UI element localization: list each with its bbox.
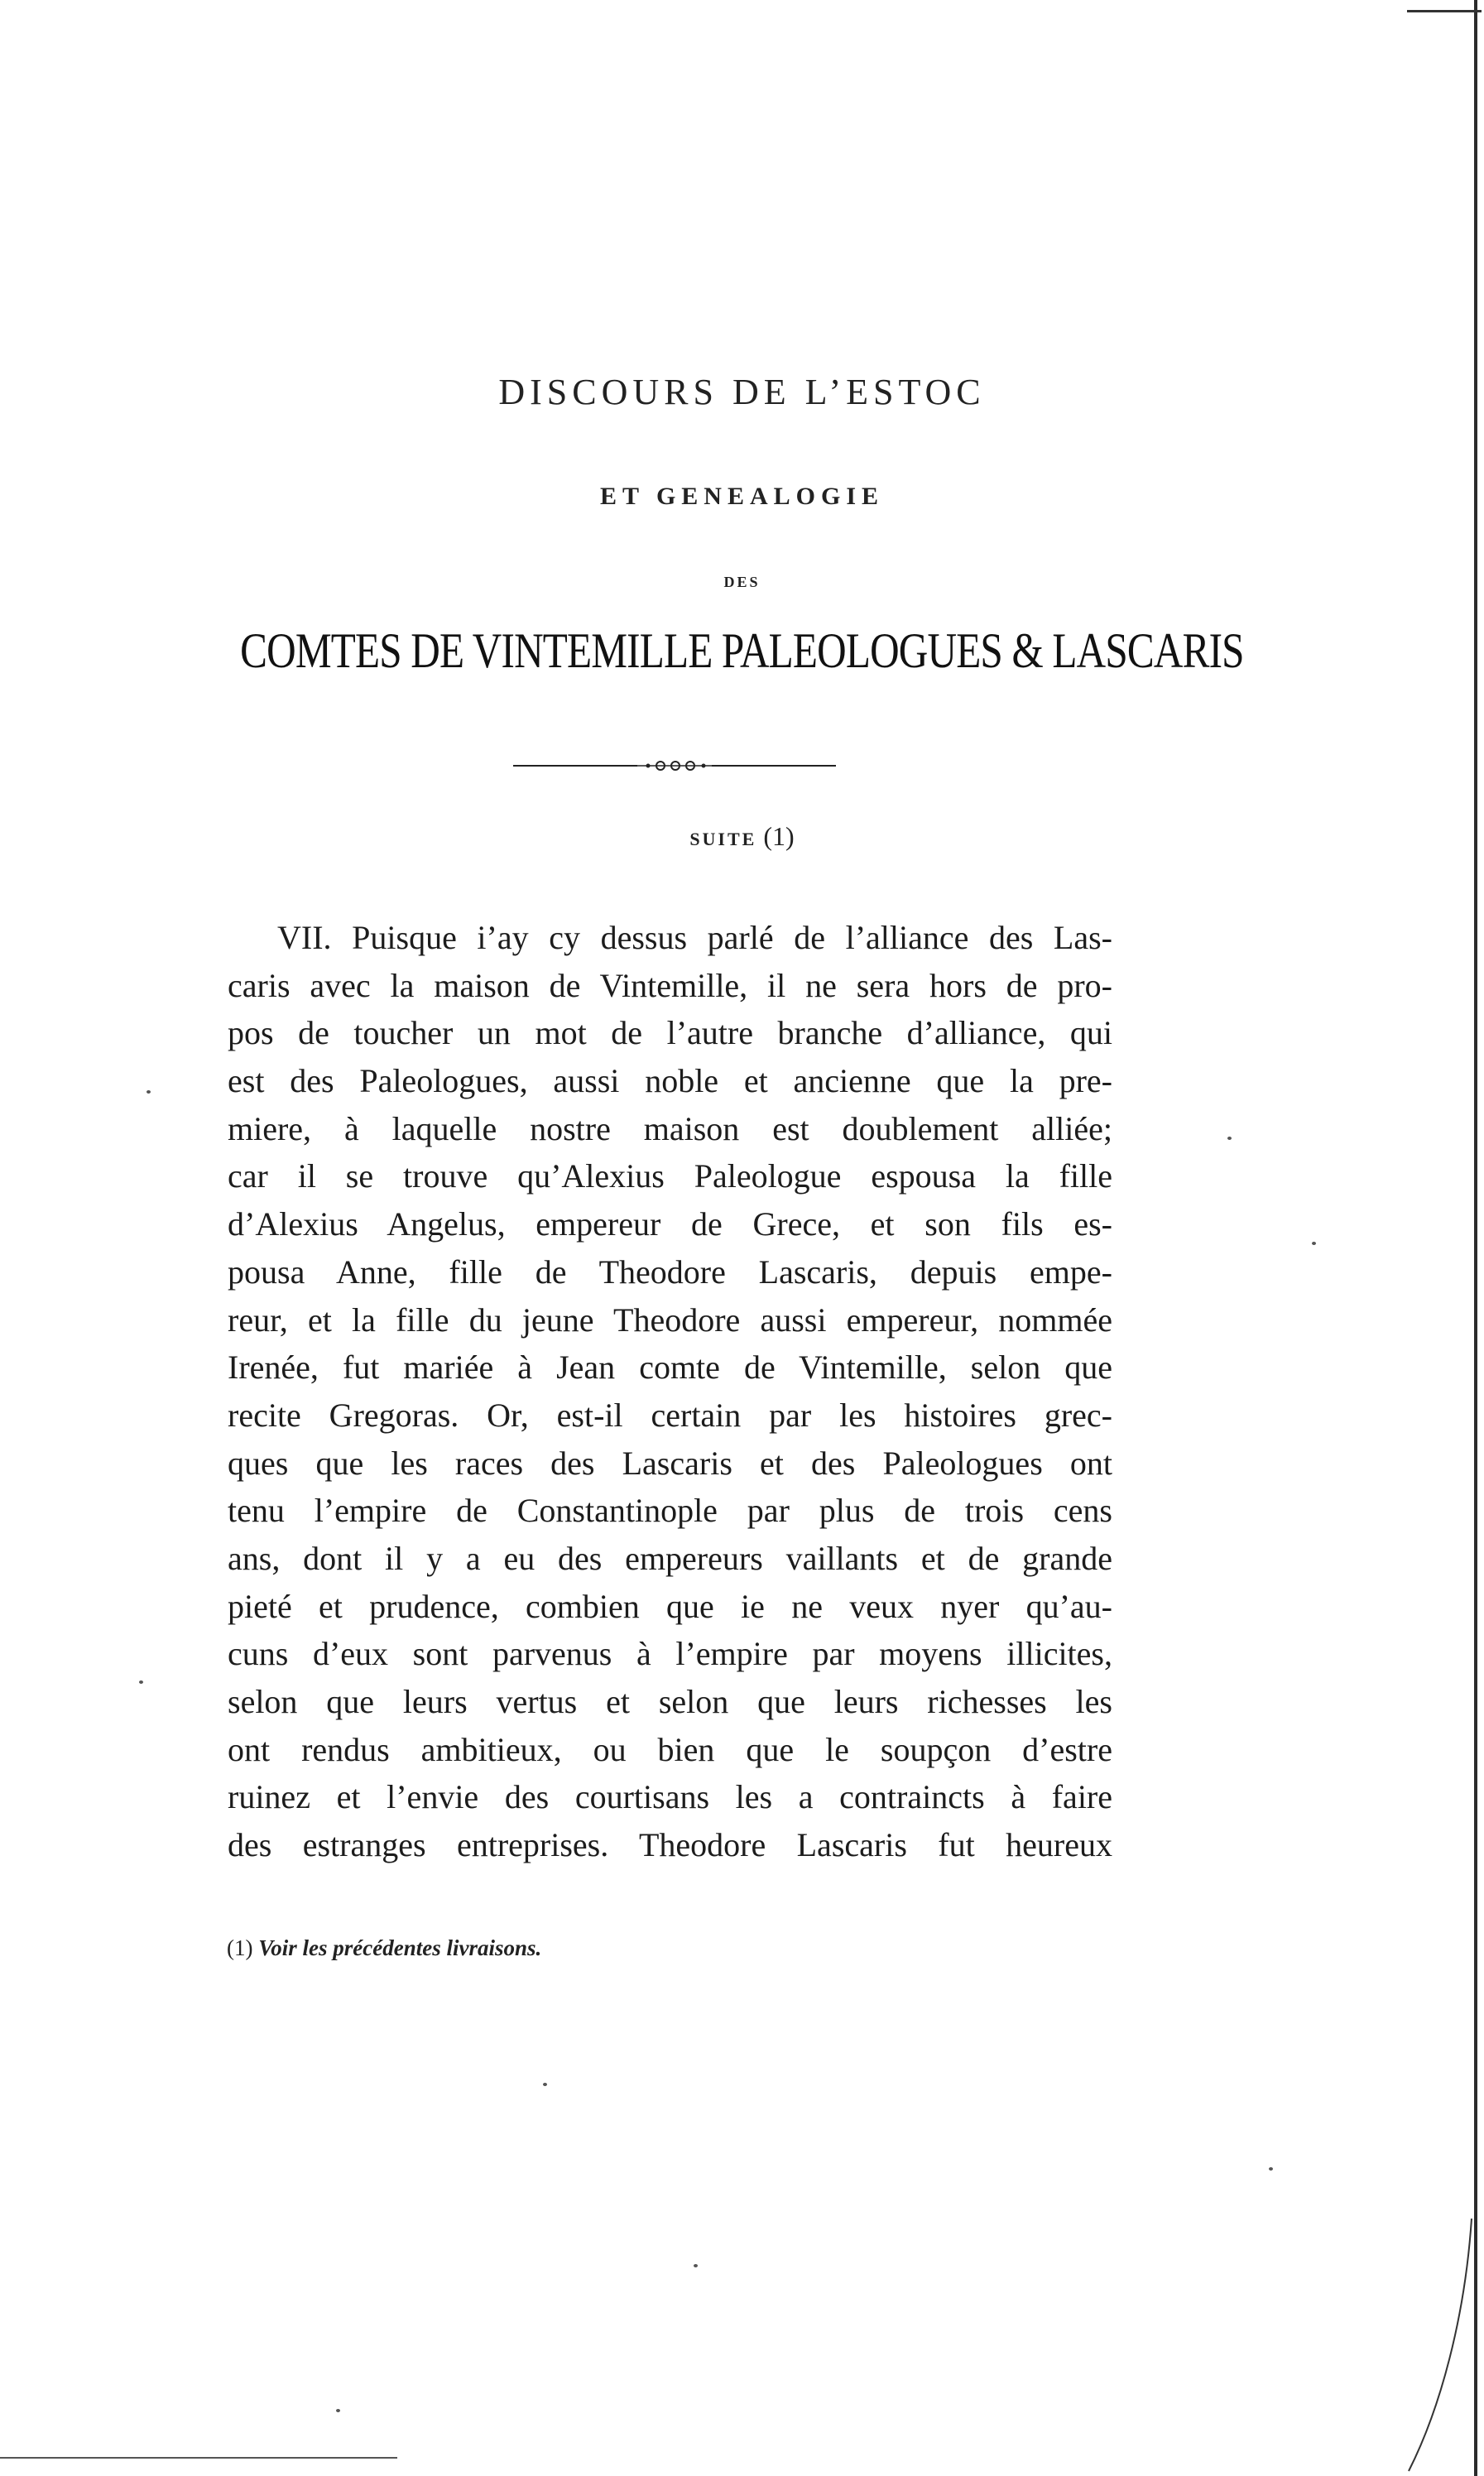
text-line: tenu l’empire de Constantinople par plus de trois cens xyxy=(228,1492,1112,1530)
footnote-number: (1) xyxy=(227,1935,253,1960)
scan-speck xyxy=(1269,2167,1273,2171)
footnote-text: Voir les précédentes livraisons. xyxy=(258,1935,542,1960)
text-line: recite Gregoras. Or, est-il certain par les histoires grec- xyxy=(228,1396,1112,1434)
page-curl-mark xyxy=(1407,2219,1473,2475)
body-paragraph xyxy=(228,914,1112,1869)
text-line: ont rendus ambitieux, ou bien que le soupçon d’estre xyxy=(228,1730,1112,1768)
text-line: caris avec la maison de Vintemille, il ne sera hors de pro- xyxy=(228,966,1112,1004)
scan-speck xyxy=(543,2083,547,2086)
suite-note-ref: (1) xyxy=(763,821,795,851)
suite-word: SUITE xyxy=(689,829,757,849)
text-line: des estranges entreprises. Theodore Lascaris fut heureux xyxy=(228,1826,1112,1864)
text-line: reur, et la fille du jeune Theodore aussi empereur, nommée xyxy=(228,1301,1112,1339)
title-line-3: DES xyxy=(723,574,761,590)
text-line: pieté et prudence, combien que ie ne veux nyer qu’au- xyxy=(228,1587,1112,1625)
text-line: ques que les races des Lascaris et des Paleologues ont xyxy=(228,1444,1112,1482)
page-edge-bottom xyxy=(0,2457,397,2459)
text-line: est des Paleologues, aussi noble et ancienne que la pre- xyxy=(228,1062,1112,1100)
text-line: pos de toucher un mot de l’autre branche d’alliance, qui xyxy=(228,1014,1112,1052)
scan-speck xyxy=(1227,1137,1232,1140)
text-line: cuns d’eux sont parvenus à l’empire par moyens illicites, xyxy=(228,1635,1112,1673)
page-edge-right xyxy=(1474,0,1477,2476)
text-line: d’Alexius Angelus, empereur de Grece, et son fils es- xyxy=(228,1205,1112,1243)
scan-speck xyxy=(139,1680,143,1684)
main-title: COMTES DE VINTEMILLE PALEOLOGUES & LASCARIS xyxy=(240,623,1244,678)
text-line: pousa Anne, fille de Theodore Lascaris, depuis empe- xyxy=(228,1252,1112,1291)
text-line: Irenée, fut mariée à Jean comte de Vintemille, selon que xyxy=(228,1349,1112,1387)
ornament-divider xyxy=(513,760,836,772)
title-line-1: DISCOURS DE L’ESTOC xyxy=(498,372,986,412)
text-line: miere, à laquelle nostre maison est doublement alliée; xyxy=(228,1109,1112,1147)
page-edge-top xyxy=(1407,10,1482,12)
suite-label xyxy=(0,821,1484,852)
scan-speck xyxy=(694,2264,698,2267)
title-line-2: ET GENEALOGIE xyxy=(599,483,885,510)
text-line: car il se trouve qu’Alexius Paleologue espousa la fille xyxy=(228,1157,1112,1195)
scan-speck xyxy=(336,2409,340,2412)
text-line: VII. Puisque i’ay cy dessus parlé de l’alliance des Las- xyxy=(277,919,1112,956)
scan-speck xyxy=(1312,1242,1316,1245)
footnote xyxy=(227,1935,541,1961)
text-line: ruinez et l’envie des courtisans les a contraincts à faire xyxy=(228,1778,1112,1816)
text-line: ans, dont il y a eu des empereurs vaillants et de grande xyxy=(228,1539,1112,1577)
text-line: selon que leurs vertus et selon que leurs richesses les xyxy=(228,1683,1112,1720)
scan-speck xyxy=(146,1090,151,1094)
